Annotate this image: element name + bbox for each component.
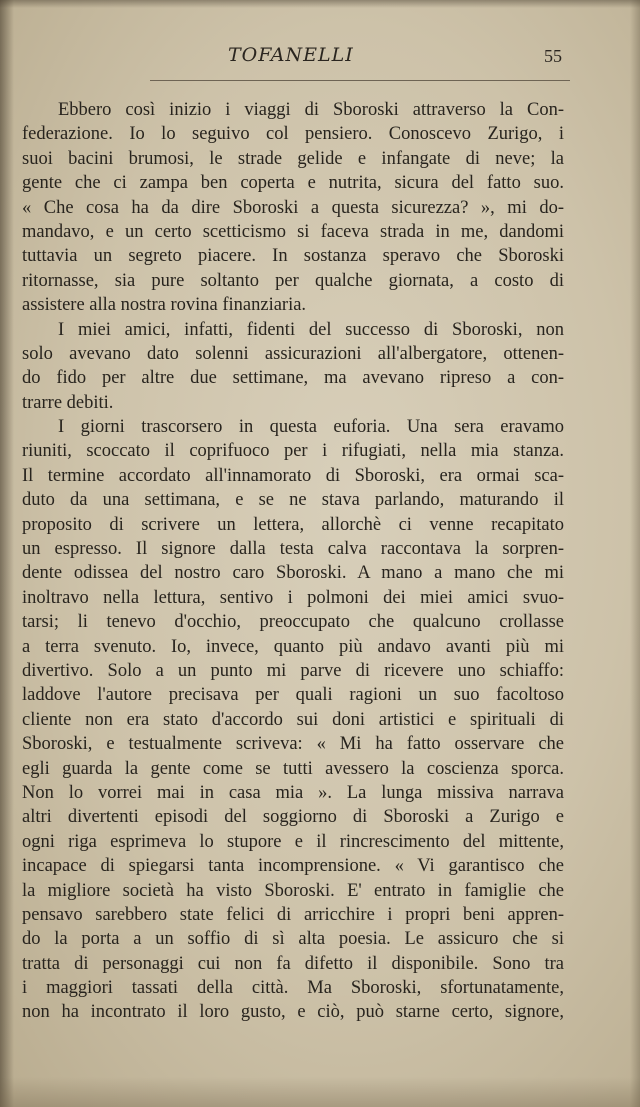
text-line: Non lo vorrei mai in casa mia ». La lunga missiva narrava: [22, 782, 564, 803]
text-line: assistere alla nostra rovina finanziaria.: [22, 295, 307, 316]
text-line: « Che cosa ha da dire Sboroski a questa sicurezza? », mi do-: [22, 197, 564, 218]
text-line: I giorni trascorsero in questa euforia. Una sera eravamo: [58, 417, 564, 438]
text-line: gente che ci zampa ben coperta e nutrita, sicura del fatto suo.: [22, 173, 564, 194]
header-rule: [150, 80, 570, 81]
text-line: Sboroski, e testualmente scriveva: « Mi ha fatto osservare che: [22, 734, 564, 755]
running-title: TOFANELLI: [228, 44, 354, 66]
text-line: proposito di scrivere un lettera, allorchè ci venne recapitato: [22, 514, 564, 535]
text-line: tratta di personaggi cui non fa difetto il disponibile. Sono tra: [22, 953, 564, 974]
page-right-edge: [630, 0, 640, 1107]
text-line: ritornasse, sia pure soltanto per qualche giornata, a costo di: [22, 270, 564, 291]
text-line: incapace di spiegarsi tanta incomprensione. « Vi garantisco che: [22, 856, 564, 877]
text-line: laddove l'autore precisava per quali ragioni un suo facoltoso: [22, 685, 564, 706]
text-line: federazione. Io lo seguivo col pensiero. Conoscevo Zurigo, i: [22, 124, 564, 145]
text-line: riuniti, scoccato il coprifuoco per i rifugiati, nella mia stanza.: [22, 441, 564, 462]
text-line: solo avevano dato solenni assicurazioni all'albergatore, ottenen-: [22, 343, 564, 364]
text-line: duto da una settimana, e se ne stava parlando, maturando il: [22, 490, 564, 511]
text-line: I miei amici, infatti, fidenti del successo di Sboroski, non: [58, 319, 564, 340]
text-line: ogni riga esprimeva lo stupore e il rincrescimento del mittente,: [22, 831, 564, 852]
text-line: divertivo. Solo a un punto mi parve di ricevere uno schiaffo:: [22, 660, 564, 681]
text-line: do la porta a un soffio di sì alta poesia. Le assicuro che si: [22, 929, 564, 950]
page-number: 55: [544, 46, 562, 66]
text-line: a terra svenuto. Io, invece, quanto più andavo avanti più mi: [22, 636, 564, 657]
text-line: dente odissea del nostro caro Sboroski. A mano a mano che mi: [22, 563, 564, 584]
text-line: cliente non era stato d'accordo sui doni artistici e spirituali di: [22, 709, 564, 730]
text-line: altri divertenti episodi del soggiorno di Sboroski a Zurigo e: [22, 807, 564, 828]
text-line: pensavo sarebbero state felici di arricchire i propri beni appren-: [22, 904, 564, 925]
text-line: i maggiori tassati della città. Ma Sboroski, sfortunatamente,: [22, 978, 564, 999]
page-bottom-edge: [0, 1077, 640, 1107]
text-line: Ebbero così inizio i viaggi di Sboroski attraverso la Con-: [58, 100, 564, 120]
text-line: trarre debiti.: [22, 392, 114, 413]
body-text: [22, 98, 564, 1025]
text-line: un espresso. Il signore dalla testa calva raccontava la sorpren-: [22, 539, 564, 560]
text-line: do fido per altre due settimane, ma avevano ripreso a con-: [22, 368, 564, 389]
text-line: inoltravo nella lettura, sentivo i polmoni dei miei amici svuo-: [22, 587, 564, 608]
page-top-edge: [0, 0, 640, 8]
gutter-shadow: [0, 0, 14, 1107]
text-line: suoi bacini brumosi, le strade gelide e infangate di neve; la: [22, 148, 564, 169]
text-line: tarsi; li tenevo d'occhio, preoccupato che qualcuno crollasse: [22, 612, 564, 633]
text-line: non ha incontrato il loro gusto, e ciò, può starne certo, signore,: [22, 1002, 564, 1023]
text-line: mandavo, e un certo scetticismo si faceva strada in me, dandomi: [22, 221, 564, 242]
text-line: egli guarda la gente come se tutti avessero la coscienza sporca.: [22, 758, 564, 779]
text-line: Il termine accordato all'innamorato di Sboroski, era ormai sca-: [22, 465, 564, 486]
text-line: la migliore società ha visto Sboroski. E' entrato in famiglie che: [22, 880, 564, 901]
text-line: tuttavia un segreto piacere. In sostanza speravo che Sboroski: [22, 246, 564, 267]
